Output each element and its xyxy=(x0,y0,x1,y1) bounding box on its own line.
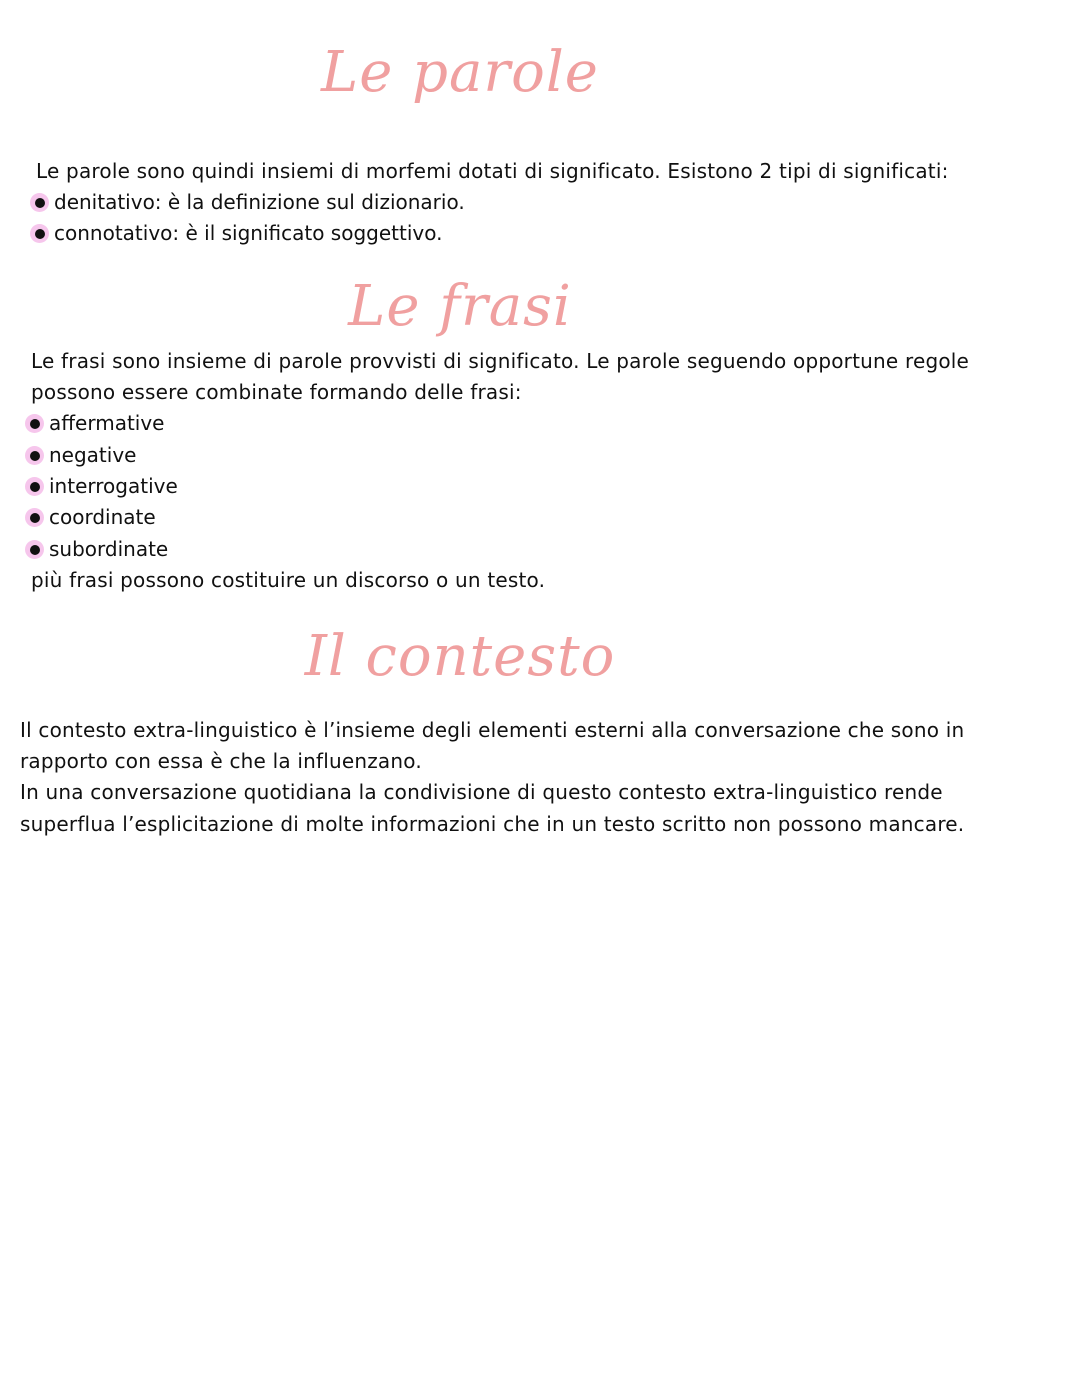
list-item-text: interrogative xyxy=(49,474,178,498)
section-title-contesto: Il contesto xyxy=(304,624,616,689)
paragraph-frasi-line-1: Le frasi sono insieme di parole provvisti di significato. Le parole seguendo opportune regole xyxy=(31,349,970,373)
list-item-text: connotativo: è il significato soggettivo. xyxy=(54,221,443,245)
list-item-text: coordinate xyxy=(49,505,156,529)
list-item xyxy=(30,187,465,218)
paragraph-contesto-line-4: superflua l’esplicitazione di molte informazioni che in un testo scritto non possono mancare. xyxy=(20,812,965,836)
list-item xyxy=(25,471,178,502)
section-title-frasi: Le frasi xyxy=(348,274,572,339)
bullet-icon xyxy=(25,414,44,433)
bullet-icon xyxy=(25,540,44,559)
paragraph-contesto-line-3: In una conversazione quotidiana la condivisione di questo contesto extra-linguistico rende xyxy=(20,780,943,804)
list-item xyxy=(30,218,442,249)
paragraph-contesto-line-1: Il contesto extra-linguistico è l’insieme degli elementi esterni alla conversazione che sono in xyxy=(20,718,965,742)
bullet-icon xyxy=(25,446,44,465)
paragraph-frasi-outro: più frasi possono costituire un discorso o un testo. xyxy=(31,568,546,592)
list-item-text: negative xyxy=(49,443,137,467)
section-title-parole: Le parole xyxy=(321,40,599,105)
list-item xyxy=(25,408,165,439)
bullet-icon xyxy=(30,224,49,243)
paragraph-frasi-line-2: possono essere combinate formando delle frasi: xyxy=(31,380,522,404)
list-item xyxy=(25,502,156,533)
paragraph-parole-intro: Le parole sono quindi insiemi di morfemi dotati di significato. Esistono 2 tipi di significati: xyxy=(36,159,949,183)
list-item-text: subordinate xyxy=(49,537,169,561)
list-item xyxy=(25,440,136,471)
paragraph-contesto-line-2: rapporto con essa è che la influenzano. xyxy=(20,749,422,773)
bullet-icon xyxy=(25,508,44,527)
list-item-text: denitativo: è la definizione sul dizionario. xyxy=(54,190,465,214)
list-item-text: affermative xyxy=(49,411,165,435)
list-item xyxy=(25,534,168,565)
bullet-icon xyxy=(30,193,49,212)
bullet-icon xyxy=(25,477,44,496)
